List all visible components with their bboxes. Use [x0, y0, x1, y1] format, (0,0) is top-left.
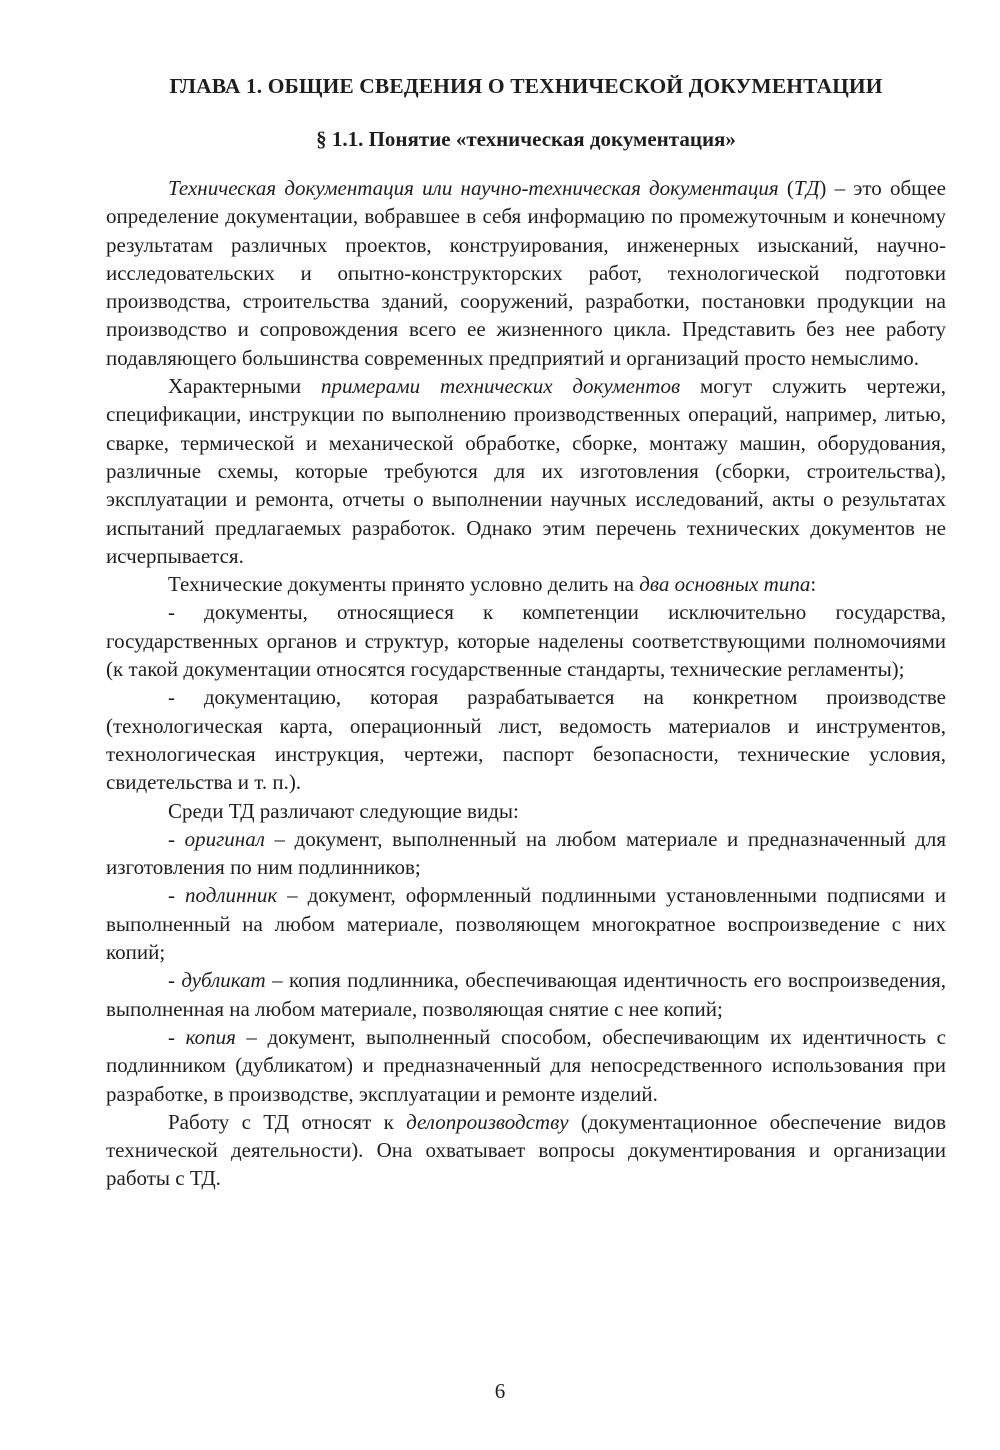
- term-two-types: два основных типа: [639, 572, 811, 597]
- term-technical-documentation: Техническая документация или научно-техническая документация: [168, 176, 779, 200]
- term-abbreviation: ТД: [793, 176, 820, 200]
- list-item-production-documents: - документацию, которая разрабатывается на конкретном производстве (технологическая карта, операционный лист, ведомость материалов и инструментов, технологическая инструкция, чертежи, паспорт безопасности, технические условия, свидетельства и т. п.).: [106, 685, 946, 795]
- list-item-copy: - копия – документ, выполненный способом, обеспечивающим их идентичность с подлинником (дубликатом) и предназначенный для непосредственного использования при разработке, в производстве, эксплуатации и ремонте изделий.: [106, 1024, 946, 1106]
- term-records-management: делопроизводству: [406, 1109, 569, 1134]
- list-item-state-documents: - документы, относящиеся к компетенции исключительно государства, государственных органов и структур, которые наделены соответствующими полномочиями (к такой документации относятся государственные стандарты, технические регламенты);: [106, 600, 946, 682]
- list-item-authentic: - подлинник – документ, оформленный подлинными установленными подписями и выполненный на любом материале, позволяющем многократное воспроизведение с них копий;: [106, 883, 946, 965]
- paragraph-kinds-intro: Среди ТД различают следующие виды:: [168, 798, 519, 823]
- paragraph-definition: Техническая документация или научно-техническая документация (ТД) – это общее определение документации, вобравшее в себя информацию по промежуточным и конечному результатам различных проектов, конструирования, инженерных изысканий, научно-исследовательских и опытно-конструкторских работ, технологической подготовки производства, строительства зданий, сооружений, разработки, постановки продукции на производство и сопровождения всего ее жизненного цикла. Представить без нее работу подавляющего большинства современных предприятий и организаций просто немыслимо.: [106, 176, 946, 370]
- page-number: 6: [494, 1379, 506, 1403]
- term-examples: примерами технических документов: [321, 374, 681, 399]
- term-original: оригинал: [184, 826, 265, 851]
- paragraph-types-intro: Технические документы принято условно делить на два основных типа:: [168, 572, 817, 597]
- page-content: [106, 70, 946, 1193]
- list-item-original: - оригинал – документ, выполненный на любом материале и предназначенный для изготовления по ним подлинников;: [106, 826, 946, 880]
- term-copy: копия: [185, 1024, 236, 1049]
- section-title: § 1.1. Понятие «техническая документация»: [316, 127, 736, 151]
- body-text: [106, 174, 946, 1193]
- chapter-title: ГЛАВА 1. ОБЩИЕ СВЕДЕНИЯ О ТЕХНИЧЕСКОЙ ДОКУМЕНТАЦИИ: [169, 74, 883, 98]
- term-duplicate: дубликат: [181, 968, 266, 993]
- term-authentic: подлинник: [185, 883, 278, 908]
- list-item-duplicate: - дубликат – копия подлинника, обеспечивающая идентичность его воспроизведения, выполненная на любом материале, позволяющая снятие с нее копий;: [106, 968, 946, 1021]
- paragraph-records-management: Работу с ТД относят к делопроизводству (документационное обеспечение видов технической деятельности). Она охватывает вопросы документирования и организации работы с ТД.: [106, 1109, 946, 1191]
- paragraph-examples: Характерными примерами технических документов могут служить чертежи, спецификации, инструкции по выполнению производственных операций, например, литью, сварке, термической и механической обработке, сборке, монтажу машин, оборудования, различные схемы, которые требуются для их изготовления (сборки, строительства), эксплуатации и ремонта, отчеты о выполнении научных исследований, акты о результатах испытаний предлагаемых разработок. Однако этим перечень технических документов не исчерпывается.: [106, 374, 947, 568]
